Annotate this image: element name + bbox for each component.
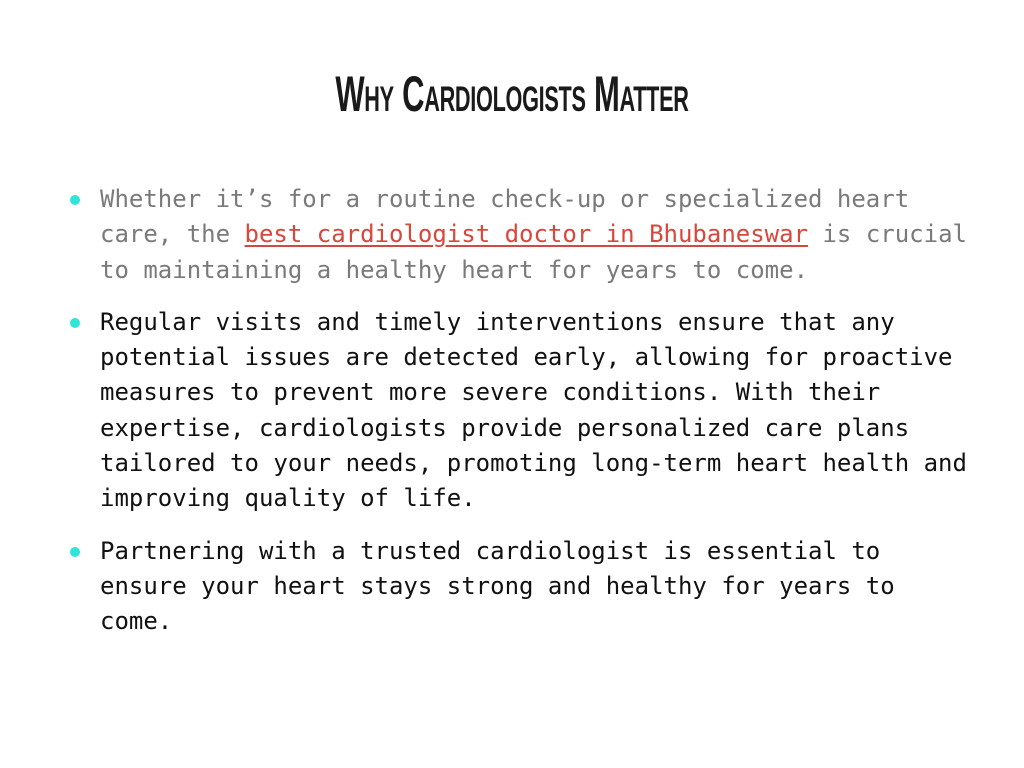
bullet-item-1 bbox=[100, 182, 980, 288]
slide-title: Why Cardiologists Matter bbox=[335, 66, 689, 122]
cardiologist-link[interactable]: best cardiologist doctor in Bhubaneswar bbox=[244, 220, 809, 249]
bullet-item-3 bbox=[100, 534, 980, 640]
bullet-1-text-before: Whether it’s for a routine check-up or specialized heart care, the bbox=[100, 185, 910, 249]
bullet-dot-icon bbox=[70, 195, 80, 205]
bullet-3-text: Partnering with a trusted cardiologist is essential to ensure your heart stays strong and healthy for years to come. bbox=[100, 536, 895, 636]
bullet-list bbox=[100, 182, 980, 657]
bullet-2-text: Regular visits and timely interventions ensure that any potential issues are detected early, allowing for proactive measures to prevent more severe conditions. With their expertise, cardiologists provide personalized care plans tailored to your needs, promoting long-term heart health and improving quality of life. bbox=[100, 307, 967, 513]
bullet-item-2 bbox=[100, 305, 980, 517]
bullet-1-text-after: is crucial to maintaining a healthy heart for years to come. bbox=[100, 220, 967, 284]
bullet-dot-icon bbox=[70, 318, 80, 328]
bullet-dot-icon bbox=[70, 547, 80, 557]
